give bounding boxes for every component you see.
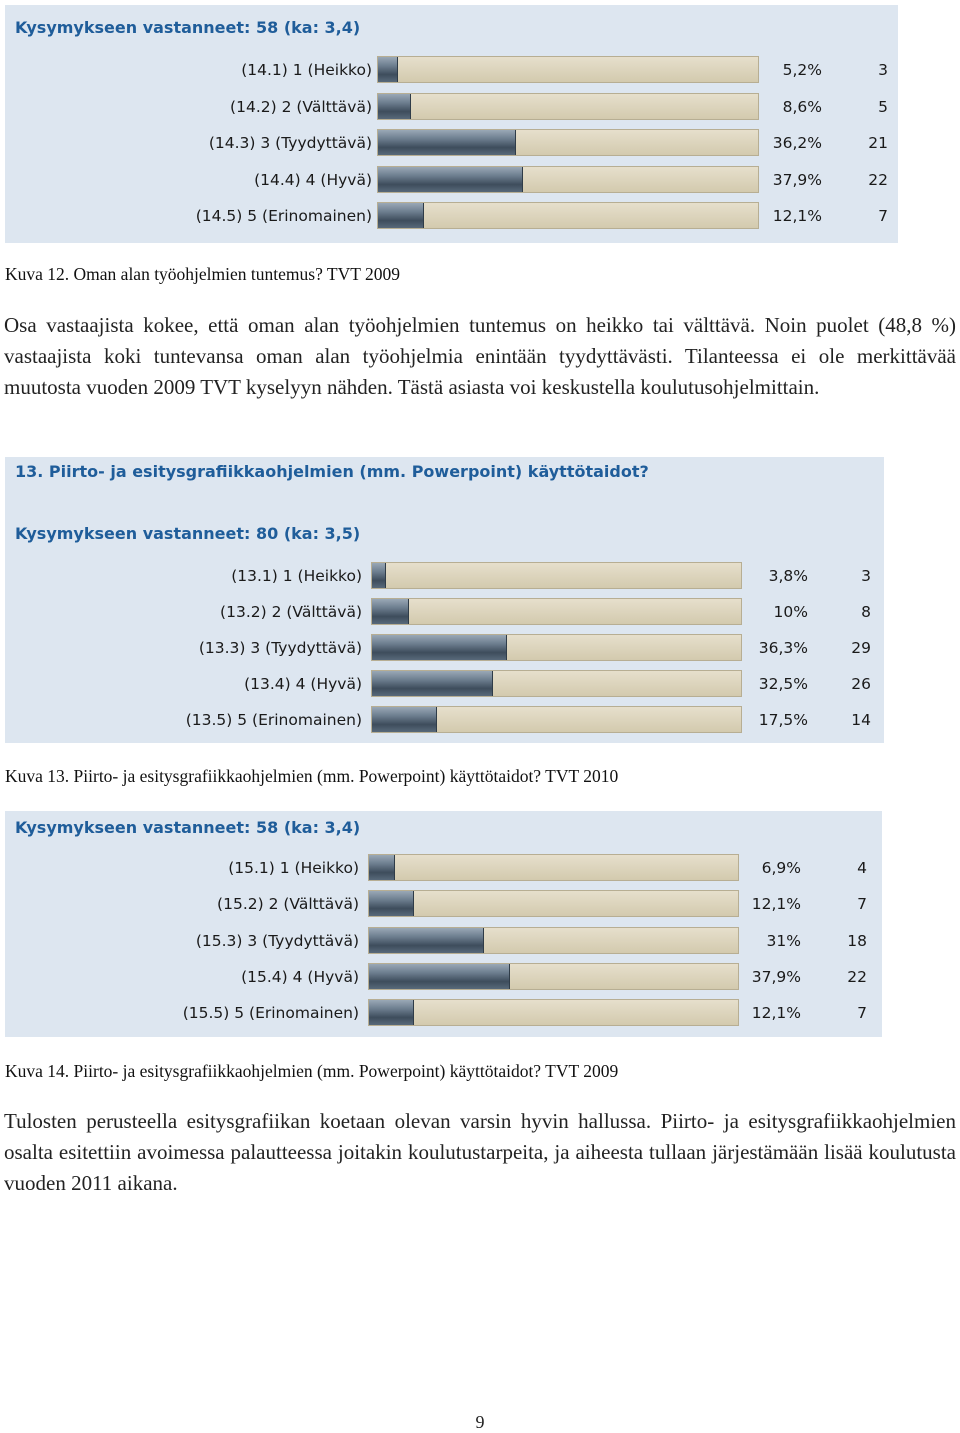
bar-row [5,999,882,1027]
bar-fill [378,130,516,155]
bar-track [368,890,739,917]
bar-row [5,129,898,157]
count-value: 3 [878,61,888,79]
bar-track [371,670,742,697]
percent-value: 32,5% [758,675,808,693]
bar-fill [378,57,398,82]
bar-label: (13.5) 5 (Erinomainen) [185,711,362,729]
bar-track [368,963,739,990]
bar-label: (15.4) 4 (Hyvä) [241,967,359,986]
count-value: 14 [851,711,871,729]
survey-chart-panel [5,811,882,1037]
figure-caption: Kuva 13. Piirto- ja esitysgrafiikkaohjelmien (mm. Powerpoint) käyttötaidot? TVT 2010 [5,766,619,786]
figure-caption: Kuva 12. Oman alan työohjelmien tuntemus? TVT 2009 [5,264,400,284]
respondents-subtitle: Kysymykseen vastanneet: 58 (ka: 3,4) [15,818,361,837]
bar-fill [372,599,409,624]
question-title: 13. Piirto- ja esitysgrafiikkaohjelmien (mm. Powerpoint) käyttötaidot? [15,462,649,481]
bar-row [5,562,884,590]
bar-track [371,598,742,625]
count-value: 5 [878,97,888,116]
count-value: 3 [861,567,871,585]
bar-label: (13.2) 2 (Välttävä) [220,603,362,621]
respondents-subtitle: Kysymykseen vastanneet: 80 (ka: 3,5) [15,524,361,543]
bar-label: (13.1) 1 (Heikko) [231,567,362,585]
bar-row [5,670,884,698]
bar-fill [369,964,510,989]
percent-value: 12,1% [772,207,822,225]
bar-label: (13.3) 3 (Tyydyttävä) [198,639,362,657]
bar-fill [372,563,386,588]
body-paragraph: Osa vastaajista kokee, että oman alan työohjelmien tuntemus on heikko tai välttävä. Noin puolet (48,8 %) vastaajista koki tuntevansa oman alan työohjelmia enintään tyydyttävästi. Tilanteessa ei ole merkittävää muutosta vuoden 2009 TVT kyselyyn nähden. Tästä asiasta voi keskustella koulutusohjelmittain. [4,313,956,399]
count-value: 4 [857,859,867,877]
bar-label: (15.2) 2 (Välttävä) [217,895,359,914]
count-value: 7 [878,207,888,225]
bar-row [5,963,882,991]
survey-chart-panel [5,457,884,743]
body-paragraph: Tulosten perusteella esitysgrafiikan koetaan olevan varsin hyvin hallussa. Piirto- ja esitysgrafiikkaohjelmien osalta esitettiin avoimessa palautteessa joitakin koulutustarpeita, ja aiheesta tullaan järjestämään lisää koulutusta vuoden 2011 aikana. [4,1109,956,1195]
bar-label: (15.3) 3 (Tyydyttävä) [195,931,359,950]
bar-label: (14.1) 1 (Heikko) [241,61,372,79]
percent-value: 31% [766,931,801,950]
bar-track [377,56,759,83]
bar-fill [378,94,411,119]
bar-track [371,634,742,661]
bar-track [377,129,759,156]
bar-label: (14.2) 2 (Välttävä) [230,97,372,116]
bar-track [371,706,742,733]
percent-value: 36,2% [772,134,822,152]
bar-fill [378,167,523,192]
bar-fill [369,1000,414,1025]
count-value: 7 [857,1004,867,1023]
percent-value: 37,9% [751,967,801,986]
bar-row [5,854,882,882]
percent-value: 3,8% [768,567,808,585]
survey-chart-panel [5,5,898,243]
bar-row [5,634,884,662]
count-value: 22 [868,170,888,189]
bar-track [368,999,739,1026]
percent-value: 12,1% [751,895,801,914]
bar-track [371,562,742,589]
bar-row [5,56,898,84]
bar-fill [369,891,414,916]
bar-fill [369,855,395,880]
count-value: 22 [847,967,867,986]
percent-value: 36,3% [758,639,808,657]
bar-row [5,598,884,626]
respondents-subtitle: Kysymykseen vastanneet: 58 (ka: 3,4) [15,18,361,37]
bar-track [377,93,759,120]
percent-value: 8,6% [782,97,822,116]
bar-label: (14.4) 4 (Hyvä) [254,170,372,189]
bar-row [5,706,884,734]
bar-row [5,890,882,918]
bar-track [377,166,759,193]
bar-label: (13.4) 4 (Hyvä) [244,675,362,693]
bar-row [5,166,898,194]
percent-value: 17,5% [758,711,808,729]
count-value: 7 [857,895,867,914]
bar-track [368,854,739,881]
bar-fill [372,635,507,660]
bar-label: (14.5) 5 (Erinomainen) [195,207,372,225]
percent-value: 37,9% [772,170,822,189]
percent-value: 10% [773,603,808,621]
bar-label: (15.1) 1 (Heikko) [228,859,359,877]
figure-caption: Kuva 14. Piirto- ja esitysgrafiikkaohjelmien (mm. Powerpoint) käyttötaidot? TVT 2009 [5,1061,619,1081]
percent-value: 12,1% [751,1004,801,1023]
count-value: 29 [851,639,871,657]
bar-label: (15.5) 5 (Erinomainen) [182,1004,359,1023]
bar-fill [369,928,484,953]
bar-fill [372,671,493,696]
percent-value: 6,9% [761,859,801,877]
count-value: 26 [851,675,871,693]
count-value: 8 [861,603,871,621]
bar-fill [378,203,424,228]
bar-fill [372,707,437,732]
bar-row [5,927,882,955]
bar-track [368,927,739,954]
count-value: 21 [868,134,888,152]
bar-track [377,202,759,229]
bar-label: (14.3) 3 (Tyydyttävä) [208,134,372,152]
count-value: 18 [847,931,867,950]
bar-row [5,202,898,230]
percent-value: 5,2% [782,61,822,79]
page-number: 9 [475,1412,485,1432]
bar-row [5,93,898,121]
